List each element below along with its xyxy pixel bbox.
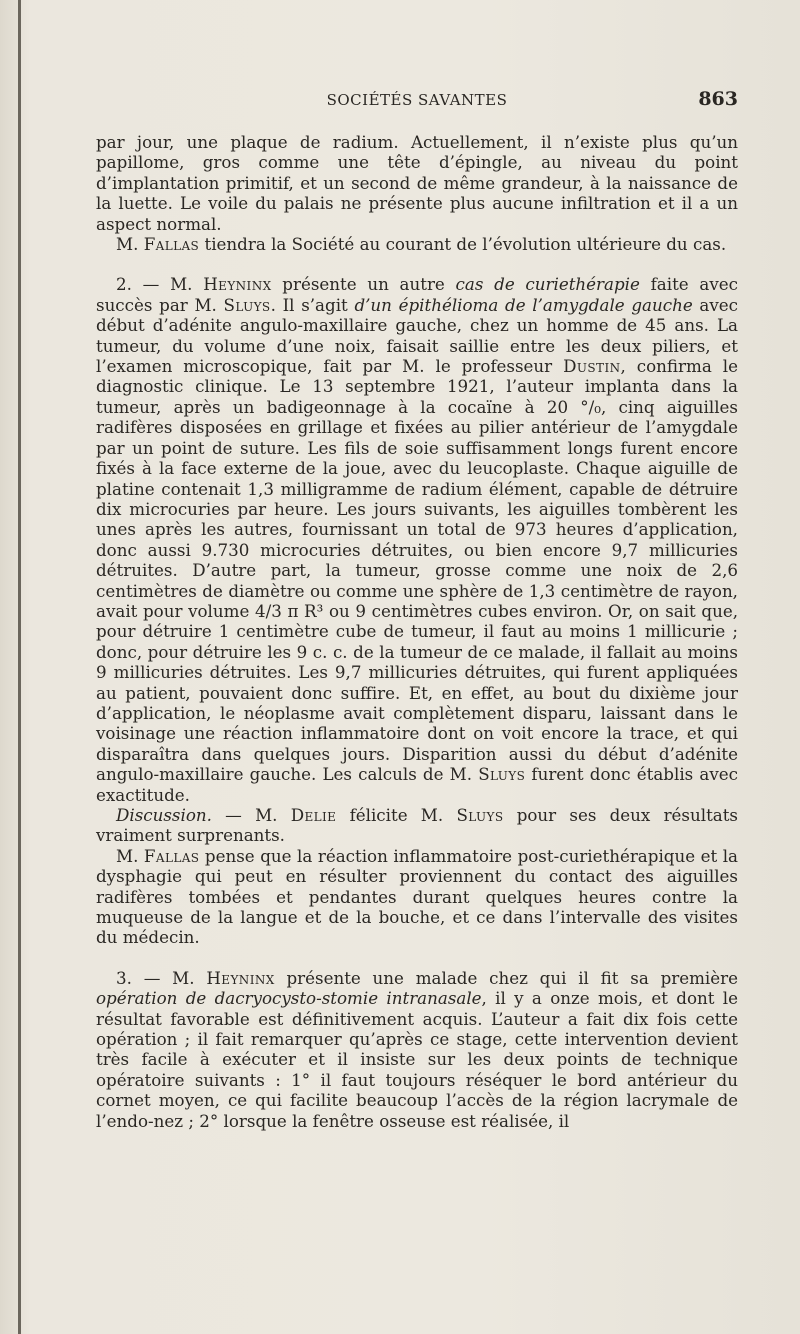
text-run: 3. — M. bbox=[116, 967, 207, 988]
text-run: . Il s’agit bbox=[270, 294, 355, 315]
italic-text: d’un épithélioma de l’amygdale gauche bbox=[354, 294, 693, 315]
text-run: , confirma le diagnostic clinique. Le 13 septembre 1921, l’auteur implanta dans la tumeur, après un badigeonnage à la cocaïne à 20 °/₀, cinq aiguilles radifères disposées en grillage et fixées au pilier antérieur de l’amygdale par un point de suture. Les fils de soie suffisamment longs furent encore fixés à la face externe de la joue, avec du leucoplaste. Chaque aiguille de platine contenait 1,3 milligramme de radium élément, capable de détruire dix microcuries par heure. Les jours suivants, les aiguilles tombèrent les unes après les autres, fournissant un total de 973 heures d’application, donc aussi 9.730 microcuries détruites, ou bien encore 9,7 millicuries détruites. D’autre part, la tumeur, grosse comme une noix de 2,6 centimètres de diamètre ou comme une sphère de 1,3 centimètre de rayon, avait pour volume 4/3 π R³ ou 9 centimètres cubes environ. Or, on sait que, pour détruire 1 centimètre cube de tumeur, il faut au moins 1 millicurie ; donc, pour détruire les 9 c. c. de la tumeur de ce malade, il fallait au moins 9 millicuries détruites. Les 9,7 millicuries détruites, qui furent appliquées au patient, pouvaient donc suffire. Et, en effet, au bout du dixième jour d’application, le néoplasme avait complètement disparu, laissant dans le voisinage une réaction inflammatoire dont on voit encore la trace, et qui disparaîtra dans quelques jours. Disparition aussi du début d’adénite angulo-maxillaire gauche. Les calculs de M. bbox=[96, 356, 738, 785]
running-head bbox=[96, 88, 738, 112]
text-run: pense que la réaction inflammatoire post-curiethérapique et la dysphagie qui peut en résulter proviennent du contact des aiguilles radifères tombées et pendantes durant quelques heures contre la muqueuse de la langue et de la bouche, et ce dans l’intervalle des visites du médecin. bbox=[96, 845, 738, 948]
text-run: avec début d’adénite angulo-maxillaire gauche, chez un homme de 45 ans. La tumeur, du volume d’une noix, faisait saillie entre les deux piliers, et l’examen microscopique, fait par M. le professeur bbox=[96, 294, 738, 377]
paragraph-p3 bbox=[96, 274, 738, 805]
paragraph-p5 bbox=[96, 846, 738, 948]
text-run: M. bbox=[116, 234, 144, 255]
text-run: félicite M. bbox=[336, 805, 457, 825]
text-run: par jour, une plaque de radium. Actuellement, il n’existe plus qu’un papillome, gros comme une tête d’épingle, au niveau du point d’implantation primitif, et un second de même grandeur, à la naissance de la luette. Le voile du palais ne présente plus aucune infiltration et il a un aspect normal. bbox=[96, 132, 738, 234]
binding-edge bbox=[18, 0, 21, 1334]
text-run: furent donc établis avec exactitude. bbox=[96, 764, 738, 805]
text-run: présente un autre bbox=[271, 274, 456, 295]
italic-text: cas de curiethérapie bbox=[455, 274, 640, 295]
body-text bbox=[96, 132, 738, 1131]
person-name: Sluys bbox=[456, 805, 504, 825]
paragraph-p1 bbox=[96, 132, 738, 234]
paragraph-p4 bbox=[96, 805, 738, 846]
text-run: tiendra la Société au courant de l’évolution ultérieure du cas. bbox=[199, 234, 727, 255]
person-name: Delie bbox=[290, 805, 337, 825]
person-name: Sluys bbox=[223, 294, 271, 315]
italic-text: Discussion. bbox=[116, 805, 212, 825]
text-run: M. bbox=[116, 845, 144, 866]
text-run: , il y a onze mois, et dont le résultat favorable est définitivement acquis. L’auteur a fait dix fois cette opération ; il fait remarquer qu’après ce stage, cette intervention devient très facile à exécuter et il insiste sur les deux points de technique opératoire suivants : 1° il faut toujours réséquer le bord antérieur du cornet moyen, ce qui facilite beaucoup l’accès de la région lacrymale de l’endo-nez ; 2° lorsque la fenêtre osseuse est réalisée, il bbox=[96, 988, 738, 1131]
text-run: présente une malade chez qui il fit sa première bbox=[274, 967, 738, 988]
italic-text: opération de dacryocysto-stomie intranasale bbox=[96, 988, 482, 1009]
person-name: Heyninx bbox=[203, 274, 272, 295]
text-run: pour ses deux résultats vraiment surprenants. bbox=[96, 805, 738, 846]
running-title: SOCIÉTÉS SAVANTES bbox=[326, 91, 508, 109]
person-name: Heyninx bbox=[206, 967, 275, 988]
paragraph-p6 bbox=[96, 968, 738, 1131]
person-name: Dustin bbox=[563, 356, 621, 377]
person-name: Fallas bbox=[143, 234, 200, 255]
text-run: — M. bbox=[211, 805, 291, 825]
paragraph-p2 bbox=[96, 234, 738, 254]
person-name: Fallas bbox=[143, 845, 200, 866]
page-number: 863 bbox=[698, 88, 738, 110]
text-run: 2. — M. bbox=[116, 274, 204, 295]
person-name: Sluys bbox=[478, 764, 526, 785]
text-run: faite avec succès par M. bbox=[96, 274, 738, 315]
